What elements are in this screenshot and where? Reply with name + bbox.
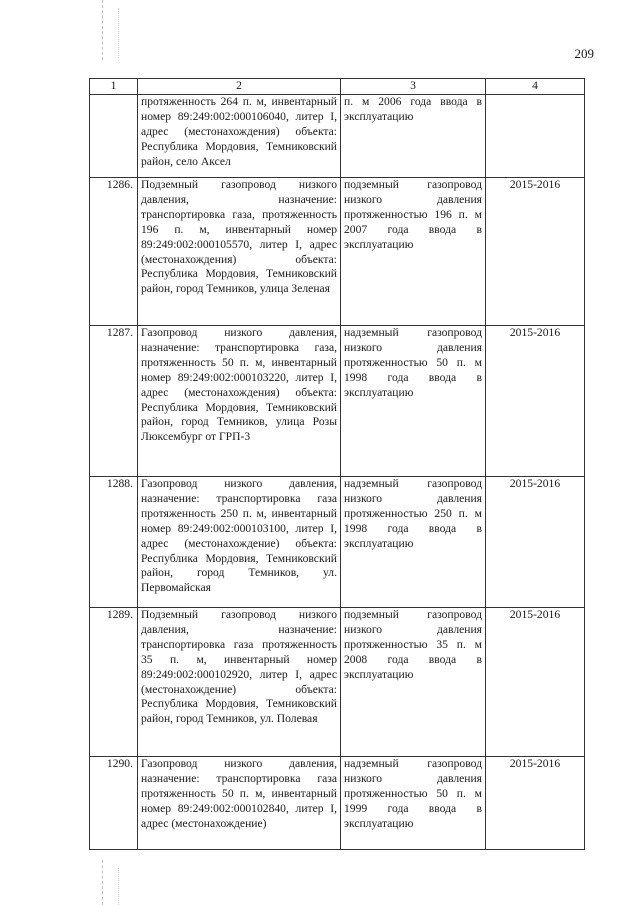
object-characteristics: надземный газопровод низкого давления протяженностью 50 п. м 1999 года ввода в эксплуатацию [341,757,486,850]
binding-margin-line [118,8,119,58]
row-number: 1290. [90,757,138,850]
object-description: Газопровод низкого давления, назначение: транспортировка газа протяженность 250 п. м, инвентарный номер 89:249:002:000103100, литер I, адрес (местонахождение) объекта: Республика Мордовия, Темниковский район, город Темников, ул. Первомайская [138,477,341,608]
object-description: Подземный газопровод низкого давления, назначение: транспортировка газа протяженность 35 п. м, инвентарный номер 89:249:002:000102920, литер I, адрес (местонахождение) объекта: Республика Мордовия, Темниковский район, город Темников, ул. Полевая [138,608,341,757]
table-row [90,757,585,850]
object-description: Подземный газопровод низкого давления, назначение: транспортировка газа, протяженность 196 п. м, инвентарный номер 89:249:002:000105570, литер I, адрес (местонахождения) объекта: Республика Мордовия, Темниковский район, город Темников, улица Зеленая [138,178,341,326]
privatization-period: 2015-2016 [486,326,585,477]
privatization-period [486,95,585,178]
table-header-row [90,79,585,95]
privatization-period: 2015-2016 [486,178,585,326]
registry-table [89,78,585,850]
row-number: 1286. [90,178,138,326]
object-characteristics: подземный газопровод низкого давления протяженностью 196 п. м 2007 года ввода в эксплуатацию [341,178,486,326]
binding-margin-line [102,860,103,905]
binding-margin-line [102,0,103,60]
column-header-1: 1 [90,79,138,95]
object-description: Газопровод низкого давления, назначение: транспортировка газа, протяженность 50 п. м, инвентарный номер 89:249:002:000103220, литер I, адрес (местонахождения) объекта: Республика Мордовия, Темниковский район, город Темников, улица Розы Люксембург от ГРП-3 [138,326,341,477]
binding-margin-line [118,868,119,905]
row-number: 1289. [90,608,138,757]
privatization-period: 2015-2016 [486,608,585,757]
privatization-period: 2015-2016 [486,757,585,850]
object-characteristics: надземный газопровод низкого давления протяженностью 50 п. м 1998 года ввода в эксплуатацию [341,326,486,477]
table-row [90,95,585,178]
row-number: 1287. [90,326,138,477]
page-number: 209 [574,46,594,61]
table-row [90,326,585,477]
object-characteristics: подземный газопровод низкого давления протяженностью 35 п. м 2008 года ввода в эксплуатацию [341,608,486,757]
object-characteristics: надземный газопровод низкого давления протяженностью 250 п. м 1998 года ввода в эксплуатацию [341,477,486,608]
row-number [90,95,138,178]
object-description: протяженность 264 п. м, инвентарный номер 89:249:002:000106040, литер I, адрес (местонахождения) объекта: Республика Мордовия, Темниковский район, село Аксел [138,95,341,178]
row-number: 1288. [90,477,138,608]
table-row [90,178,585,326]
privatization-period: 2015-2016 [486,477,585,608]
column-header-2: 2 [138,79,341,95]
object-characteristics: п. м 2006 года ввода в эксплуатацию [341,95,486,178]
column-header-4: 4 [486,79,585,95]
column-header-3: 3 [341,79,486,95]
table-row [90,608,585,757]
object-description: Газопровод низкого давления, назначение: транспортировка газа протяженность 50 п. м, инвентарный номер 89:249:002:000102840, литер I, адрес (местонахождение) [138,757,341,850]
table-row [90,477,585,608]
